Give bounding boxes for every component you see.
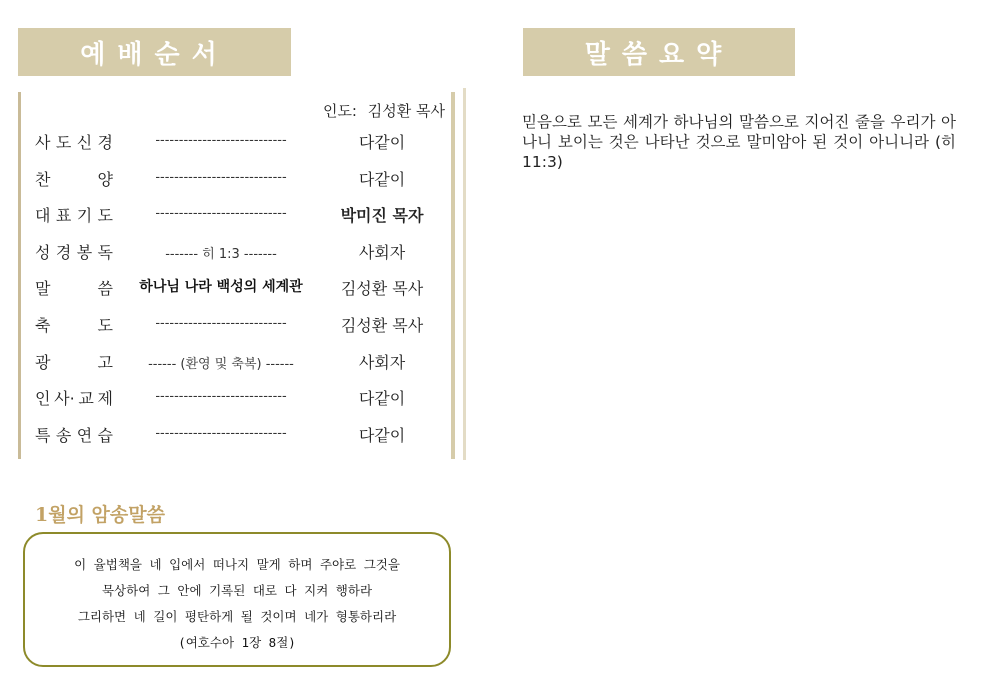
order-item-detail: 하나님 나라 백성의 세계관 bbox=[139, 279, 303, 296]
order-item-char: 인 bbox=[35, 389, 51, 409]
order-item-char: 양 bbox=[97, 169, 113, 189]
order-item-char: 찬 bbox=[35, 169, 51, 189]
order-item-person: 다같이 bbox=[358, 169, 406, 189]
order-item-char: 도 bbox=[55, 133, 72, 152]
order-item-detail: ---------------------------- bbox=[155, 133, 287, 148]
order-item-label bbox=[35, 240, 113, 263]
order-item-char: 습 bbox=[97, 425, 113, 445]
order-item-char: 씀 bbox=[97, 279, 113, 299]
order-item-person: 다같이 bbox=[358, 133, 406, 152]
order-item-char: 대 bbox=[35, 206, 51, 226]
order-item-label bbox=[35, 167, 113, 190]
order-item-label bbox=[35, 203, 113, 226]
service-leader bbox=[323, 100, 445, 121]
order-item-label bbox=[35, 313, 113, 336]
order-item-detail: ---------------------------- bbox=[155, 316, 287, 331]
order-row bbox=[21, 276, 451, 300]
sermon-summary-text: 믿음으로 모든 세계가 하나님의 말씀으로 지어진 줄을 우리가 아나니 보이는 것은 나타난 것으로 말미암아 된 것이 아니니라 (히 11:3) bbox=[522, 113, 956, 171]
order-item-char: 기 bbox=[76, 206, 93, 226]
order-item-char: 교 bbox=[78, 389, 94, 409]
order-item-detail: ------ (환영 및 축복) ------ bbox=[148, 356, 294, 372]
order-item-char: 고 bbox=[97, 352, 113, 372]
order-item-char: 신 bbox=[76, 133, 93, 152]
order-item-char: 경 bbox=[97, 133, 113, 152]
order-row bbox=[21, 240, 451, 264]
order-item-detail: ---------------------------- bbox=[155, 169, 287, 185]
order-item-person: 다같이 bbox=[358, 425, 406, 445]
order-row bbox=[21, 203, 451, 227]
order-item-char: 사· bbox=[54, 389, 75, 409]
order-item-person: 사회자 bbox=[358, 352, 406, 372]
memory-verse-line: 묵상하여 그 안에 기록된 대로 다 지켜 행하라 bbox=[101, 583, 373, 598]
order-item-char: 광 bbox=[35, 352, 51, 372]
order-item-char: 제 bbox=[97, 389, 113, 409]
order-row bbox=[21, 313, 451, 337]
order-row bbox=[21, 423, 451, 447]
order-item-char: 사 bbox=[35, 133, 51, 152]
order-item-char: 송 bbox=[55, 425, 72, 445]
memory-verse-reference: (여호수아 1장 8절) bbox=[178, 635, 296, 650]
order-item-char: 표 bbox=[55, 206, 72, 226]
order-item-person: 김성환 목사 bbox=[340, 316, 424, 335]
order-item-person: 김성환 목사 bbox=[340, 279, 424, 299]
order-item-char: 특 bbox=[35, 425, 51, 445]
order-item-char: 봉 bbox=[76, 242, 93, 262]
sermon-summary-header: 말씀요약 bbox=[523, 28, 795, 76]
memory-verse-box bbox=[23, 532, 451, 667]
order-item-char: 축 bbox=[35, 316, 51, 335]
order-item-person: 사회자 bbox=[358, 242, 406, 262]
summary-divider bbox=[463, 88, 466, 460]
memory-verse-title: 1월의 암송말씀 bbox=[35, 504, 165, 526]
order-item-label bbox=[35, 276, 113, 299]
order-item-detail: ---------------------------- bbox=[155, 389, 287, 405]
order-item-detail: ---------------------------- bbox=[155, 425, 287, 441]
order-row bbox=[21, 167, 451, 191]
order-item-label bbox=[35, 130, 113, 153]
order-item-detail: ------- 히 1:3 ------- bbox=[165, 246, 277, 262]
worship-order-header: 예배순서 bbox=[18, 28, 291, 76]
memory-verse-line: 이 율법책을 네 입에서 떠나지 말게 하며 주야로 그것을 bbox=[74, 557, 400, 572]
order-item-char: 성 bbox=[35, 242, 51, 262]
order-item-char: 도 bbox=[97, 316, 113, 335]
order-item-label bbox=[35, 423, 113, 446]
order-item-char: 말 bbox=[35, 279, 51, 299]
order-item-char: 연 bbox=[76, 425, 93, 445]
memory-verse-line: 그리하면 네 길이 평탄하게 될 것이며 네가 형통하리라 bbox=[77, 609, 397, 624]
order-item-person: 박미진 목자 bbox=[340, 206, 424, 226]
order-item-person: 다같이 bbox=[358, 389, 406, 409]
order-item-char: 경 bbox=[55, 242, 72, 262]
order-item-char: 도 bbox=[97, 206, 113, 226]
worship-order-panel bbox=[18, 92, 455, 459]
leader-name: 김성환 목사 bbox=[367, 102, 445, 120]
leader-label: 인도: bbox=[322, 102, 357, 120]
order-row bbox=[21, 386, 451, 410]
order-row bbox=[21, 350, 451, 374]
order-item-label bbox=[35, 386, 113, 409]
order-item-char: 독 bbox=[97, 242, 113, 262]
order-row bbox=[21, 130, 451, 154]
order-item-label bbox=[35, 350, 113, 373]
order-item-detail: ---------------------------- bbox=[155, 206, 287, 222]
